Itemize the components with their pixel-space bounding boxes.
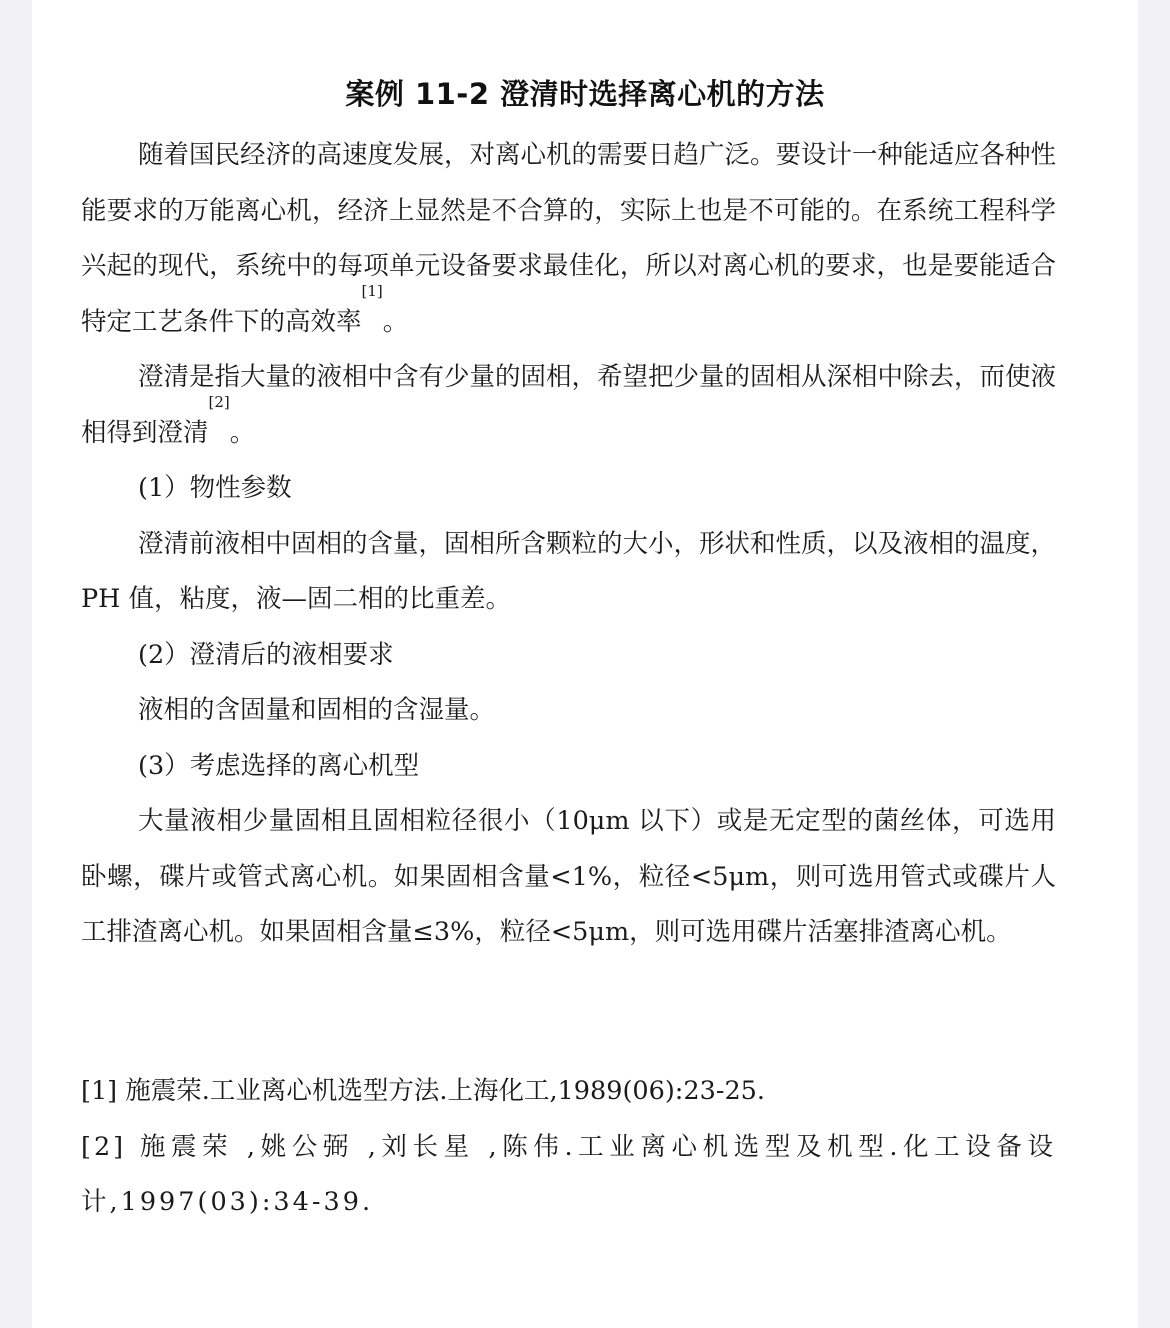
section-heading-2: (2）澄清后的液相要求 xyxy=(138,639,394,670)
document-page xyxy=(32,0,1138,1328)
paragraph-requirements: 液相的含固量和固相的含湿量。 xyxy=(138,695,496,725)
paragraph-definition-text: 澄清是指大量的液相中含有少量的固相，希望把少量的固相从深相中除去，而使液相得到澄清 xyxy=(81,362,1057,448)
reference-2: [2] 施震荣 ,姚公弼 ,刘长星 ,陈伟.工业离心机选型及机型.化工设备设计,1997(03):34-39. xyxy=(81,1131,1056,1217)
paragraph-definition-end: 。 xyxy=(229,417,256,448)
paragraph-intro-end: 。 xyxy=(382,306,409,337)
paragraph-intro-text: 随着国民经济的高速度发展，对离心机的需要日趋广泛。要设计一种能适应各种性能要求的万能离心机，经济上显然是不合算的，实际上也是不可能的。在系统工程科学兴起的现代，系统中的每项单元设备要求最佳化，所以对离心机的要求，也是要能适合特定工艺条件下的高效率 xyxy=(81,140,1057,337)
paragraph-properties: 澄清前液相中固相的含量，固相所含颗粒的大小，形状和性质，以及液相的温度，PH 值，粘度，液—固二相的比重差。 xyxy=(81,528,1057,614)
references xyxy=(81,1064,1056,1231)
paragraph-definition xyxy=(81,350,1056,461)
page-title: 案例 11-2 澄清时选择离心机的方法 xyxy=(345,77,825,111)
paragraph-intro xyxy=(81,128,1056,350)
document-body xyxy=(81,128,1056,961)
paragraph-selection: 大量液相少量固相且固相粒径很小（10μm 以下）或是无定型的菌丝体，可选用卧螺，碟片或管式离心机。如果固相含量<1%，粒径<5μm，则可选用管式或碟片人工排渣离心机。如果固相含量≤3%，粒径<5μm，则可选用碟片活塞排渣离心机。 xyxy=(81,806,1056,947)
reference-1: [1] 施震荣.工业离心机选型方法.上海化工,1989(06):23-25. xyxy=(81,1076,765,1106)
section-heading-3: (3）考虑选择的离心机型 xyxy=(138,750,420,781)
section-heading-1: (1）物性参数 xyxy=(138,473,292,503)
citation-1: [1] xyxy=(361,281,383,300)
citation-2: [2] xyxy=(208,392,230,411)
